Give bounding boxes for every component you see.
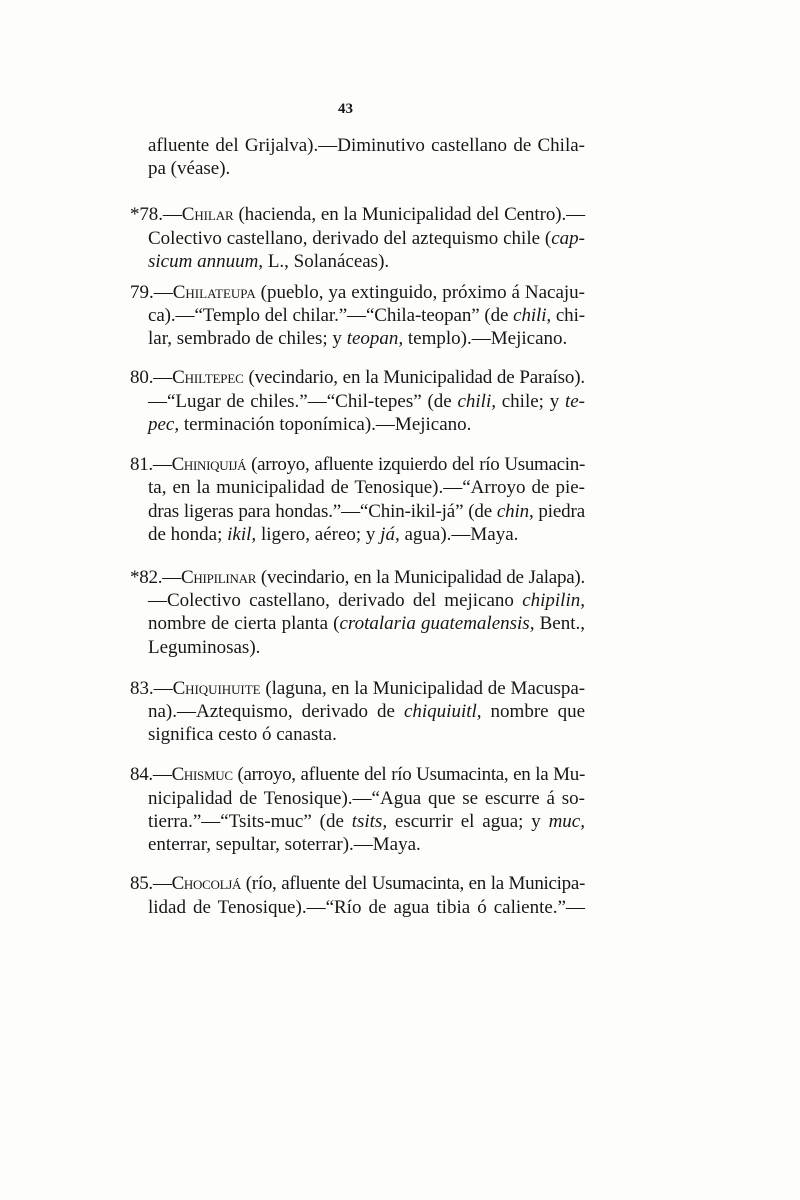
text-line <box>148 227 585 250</box>
text-run: nombre de cierta planta ( <box>148 613 340 635</box>
entry-headword: Chocoljá <box>171 873 242 895</box>
entry-headword: Chiquihuite <box>172 677 261 699</box>
italic-term: teopan, <box>346 328 404 350</box>
italic-term: chili, <box>457 390 496 412</box>
text-run: lidad de Tenosique).—“Río de agua tibia ó caliente.”— <box>148 896 585 918</box>
text-run: Colectivo castellano, derivado del aztequismo chile ( <box>148 227 552 249</box>
text-line <box>148 723 585 746</box>
italic-term: tsits, <box>351 810 388 832</box>
entry-number: 84.— <box>130 764 172 786</box>
text-run: ca).—“Templo del chilar.”—“Chila-teopan” (de <box>148 305 514 327</box>
text-line <box>148 250 585 273</box>
text-run: (vecindario, en la Municipalidad de Paraíso). <box>243 367 585 389</box>
entry-headword: Chipilinar <box>181 566 257 588</box>
dictionary-entry <box>130 677 586 747</box>
text-line <box>148 413 585 436</box>
entry-number: 81.— <box>130 454 172 476</box>
dictionary-entry <box>130 203 585 273</box>
text-run: chi- <box>551 305 585 327</box>
text-line <box>148 390 585 413</box>
dictionary-entry <box>130 566 585 659</box>
text-run: afluente del Grijalva).—Diminutivo castellano de Chila- <box>148 135 585 156</box>
text-run: tierra.”—“Tsits-muc” (de <box>148 810 352 832</box>
entry-headword: Chilar <box>181 204 234 226</box>
italic-term: chiquiuitl, <box>403 701 482 723</box>
entry-headword: Chismuc <box>171 764 233 786</box>
text-run: lar, sembrado de chiles; y <box>148 328 347 350</box>
entry-headword: Chiltepec <box>172 367 244 389</box>
text-run: pa (véase). <box>148 158 231 180</box>
italic-term: crotalaria guatemalensis, <box>339 613 535 635</box>
text-run: (vecindario, en la Municipalidad de Jalapa). <box>256 566 585 588</box>
text-run: nombre que <box>481 701 586 723</box>
page-number: 43 <box>338 101 353 117</box>
italic-term: te- <box>564 390 585 412</box>
italic-term: chili, <box>513 305 552 327</box>
text-run: (arroyo, afluente del río Usumacinta, en la Mu- <box>232 764 585 786</box>
text-run: nicipalidad de Tenosique).—“Agua que se escurre á so- <box>148 787 585 809</box>
text-line <box>130 453 585 476</box>
text-run: enterrar, sepultar, soterrar).—Maya. <box>148 834 421 856</box>
text-line <box>148 700 585 723</box>
text-line <box>130 203 585 226</box>
text-run: significa cesto ó canasta. <box>148 724 337 746</box>
text-run: (arroyo, afluente izquierdo del río Usumacin- <box>246 454 585 476</box>
dictionary-entry <box>130 453 585 546</box>
text-line <box>148 157 585 180</box>
text-run: ligero, aéreo; y <box>256 523 381 545</box>
text-line <box>130 566 585 589</box>
text-line <box>148 896 585 919</box>
italic-term: muc, <box>548 810 585 832</box>
italic-term: cap- <box>551 227 585 249</box>
text-run: escurrir el agua; y <box>387 810 549 832</box>
text-line <box>148 589 585 612</box>
dictionary-entry <box>130 872 585 919</box>
text-run: Bent., <box>534 613 585 635</box>
italic-term: ikil, <box>227 523 257 545</box>
text-run: L., Solanáceas). <box>263 250 390 272</box>
text-run: Leguminosas). <box>148 636 261 658</box>
text-run: (río, afluente del Usumacinta, en la Municipa- <box>241 873 585 895</box>
text-run: agua).—Maya. <box>399 523 519 545</box>
text-line <box>130 281 585 304</box>
text-line <box>148 636 585 659</box>
text-line <box>148 476 585 499</box>
entry-number: 85.— <box>130 873 172 895</box>
text-run: —Colectivo castellano, derivado del mejicano <box>148 590 523 612</box>
text-line <box>148 787 585 810</box>
text-line <box>148 304 585 327</box>
entry-headword: Chiniquijá <box>171 454 247 476</box>
entry-number: *82.— <box>130 566 181 588</box>
text-line <box>130 763 585 786</box>
entry-number: *78.— <box>130 204 182 226</box>
text-line <box>148 134 585 157</box>
text-run: terminación toponímica).—Mejicano. <box>179 414 472 436</box>
entry-number: 80.— <box>130 367 173 389</box>
text-line <box>148 327 585 350</box>
italic-term: já, <box>380 523 400 545</box>
italic-term: chin, <box>496 500 534 522</box>
text-run: (laguna, en la Municipalidad de Macuspa- <box>260 677 585 699</box>
text-run: chile; y <box>496 390 565 412</box>
dictionary-entry <box>130 366 585 436</box>
text-line <box>148 810 585 833</box>
text-run: ta, en la municipalidad de Tenosique).—“Arroyo de pie- <box>148 477 585 499</box>
text-run: templo).—Mejicano. <box>403 328 568 350</box>
text-line <box>130 366 585 389</box>
text-line <box>148 523 585 546</box>
entry-number: 79.— <box>130 281 173 303</box>
text-run: na).—Aztequismo, derivado de <box>148 701 404 723</box>
text-line <box>148 612 585 635</box>
text-run: piedra <box>533 500 585 522</box>
entry-number: 83.— <box>130 677 173 699</box>
entry-headword: Chilateupa <box>172 281 256 303</box>
text-line <box>130 677 585 700</box>
italic-term: sicum annuum, <box>148 250 264 272</box>
text-run: dras ligeras para hondas.”—“Chin-ikil-já” (de <box>148 500 497 522</box>
text-run: —“Lugar de chiles.”—“Chil-tepes” (de <box>148 390 458 412</box>
text-line <box>148 833 585 856</box>
italic-term: pec, <box>148 414 180 436</box>
text-run: (pueblo, ya extinguido, próximo á Nacaju- <box>255 281 585 303</box>
text-block <box>130 134 586 919</box>
text-line <box>130 872 585 895</box>
dictionary-entry <box>130 281 585 351</box>
italic-term: chipilin, <box>522 590 585 612</box>
text-line <box>148 500 585 523</box>
text-run: (hacienda, en la Municipalidad del Centro).— <box>233 204 585 226</box>
dictionary-entry <box>130 763 585 856</box>
continued-paragraph <box>148 134 585 181</box>
text-run: de honda; <box>148 523 228 545</box>
